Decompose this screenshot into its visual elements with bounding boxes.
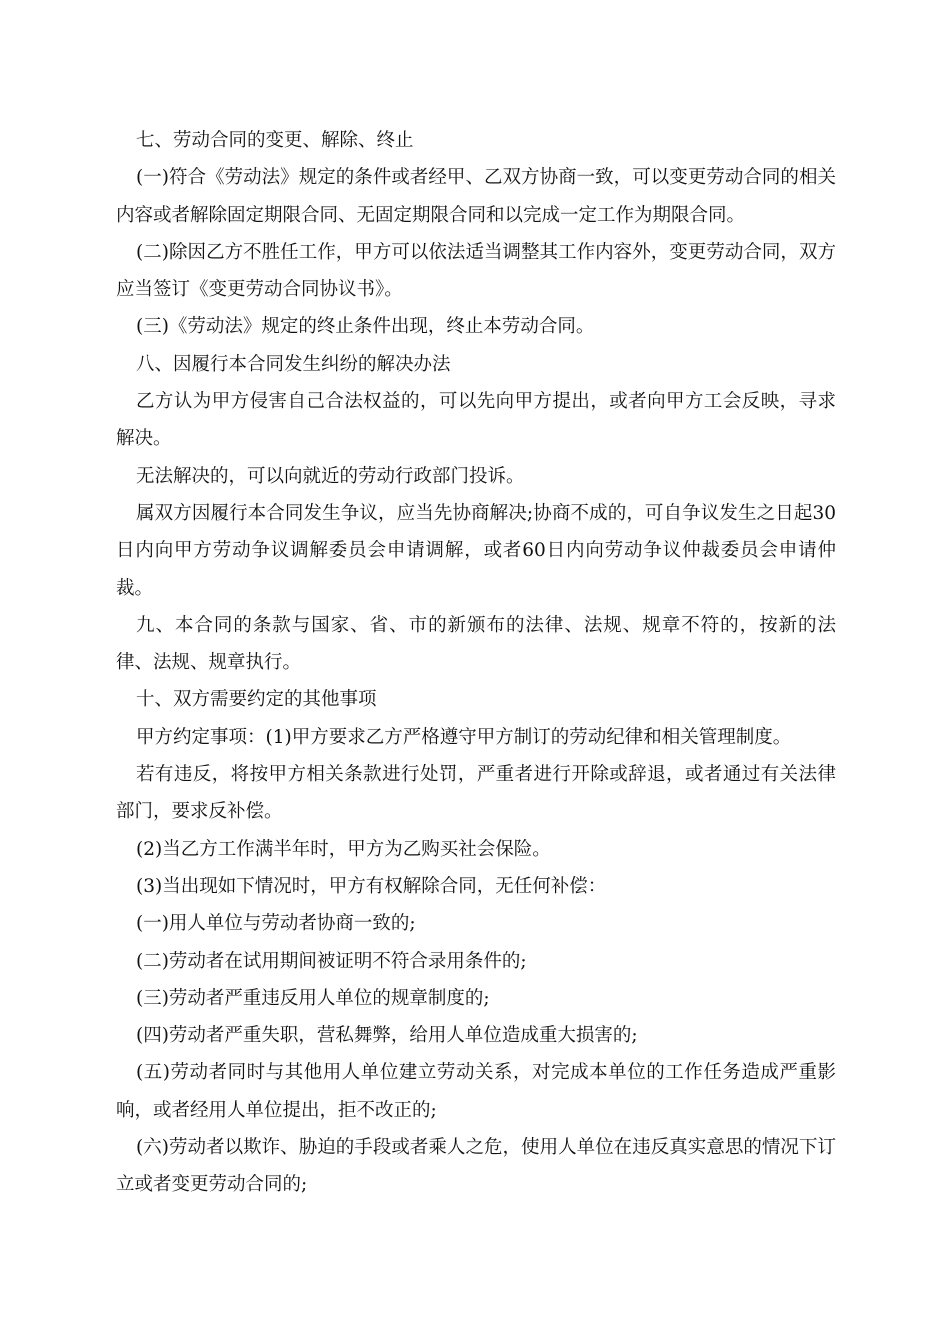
list-item: (五)劳动者同时与其他用人单位建立劳动关系，对完成本单位的工作任务造成严重影响，或者经用人单位提出，拒不改正的; — [116, 1062, 836, 1121]
list-item: (2)当乙方工作满半年时，甲方为乙购买社会保险。 — [136, 838, 551, 860]
list-item: (一)用人单位与劳动者协商一致的; — [136, 913, 416, 935]
list-item: (四)劳动者严重失职，营私舞弊，给用人单位造成重大损害的; — [136, 1025, 638, 1047]
list-item: (二)劳动者在试用期间被证明不符合录用条件的; — [136, 950, 527, 972]
section-heading-10: 十、双方需要约定的其他事项 — [136, 689, 377, 711]
document-body — [116, 122, 836, 1204]
paragraph: 乙方认为甲方侵害自己合法权益的，可以先向甲方提出，或者向甲方工会反映，寻求解决。 — [116, 391, 836, 450]
list-item: (六)劳动者以欺诈、胁迫的手段或者乘人之危，使用人单位在违反真实意思的情况下订立或者变更劳动合同的; — [116, 1137, 836, 1196]
paragraph: (三)《劳动法》规定的终止条件出现，终止本劳动合同。 — [136, 316, 595, 338]
list-item: (三)劳动者严重违反用人单位的规章制度的; — [136, 987, 490, 1009]
paragraph: (一)符合《劳动法》规定的条件或者经甲、乙双方协商一致，可以变更劳动合同的相关内容或者解除固定期限合同、无固定期限合同和以完成一定工作为期限合同。 — [116, 167, 836, 226]
paragraph: (二)除因乙方不胜任工作，甲方可以依法适当调整其工作内容外，变更劳动合同，双方应当签订《变更劳动合同协议书》。 — [116, 241, 836, 301]
paragraph: 属双方因履行本合同发生争议，应当先协商解决;协商不成的，可自争议发生之日起30日内向甲方劳动争议调解委员会申请调解，或者60日内向劳动争议仲裁委员会申请仲裁。 — [116, 502, 836, 599]
list-item: (3)当出现如下情况时，甲方有权解除合同，无任何补偿： — [136, 875, 607, 897]
paragraph: 无法解决的，可以向就近的劳动行政部门投诉。 — [136, 465, 525, 487]
section-heading-8: 八、因履行本合同发生纠纷的解决办法 — [136, 353, 451, 375]
paragraph: 若有违反，将按甲方相关条款进行处罚，严重者进行开除或辞退，或者通过有关法律部门，要求反补偿。 — [116, 764, 836, 823]
section-heading-7: 七、劳动合同的变更、解除、终止 — [136, 130, 414, 151]
paragraph: 甲方约定事项：(1)甲方要求乙方严格遵守甲方制订的劳动纪律和相关管理制度。 — [136, 726, 792, 748]
section-heading-9: 九、本合同的条款与国家、省、市的新颁布的法律、法规、规章不符的，按新的法律、法规、规章执行。 — [116, 614, 836, 674]
